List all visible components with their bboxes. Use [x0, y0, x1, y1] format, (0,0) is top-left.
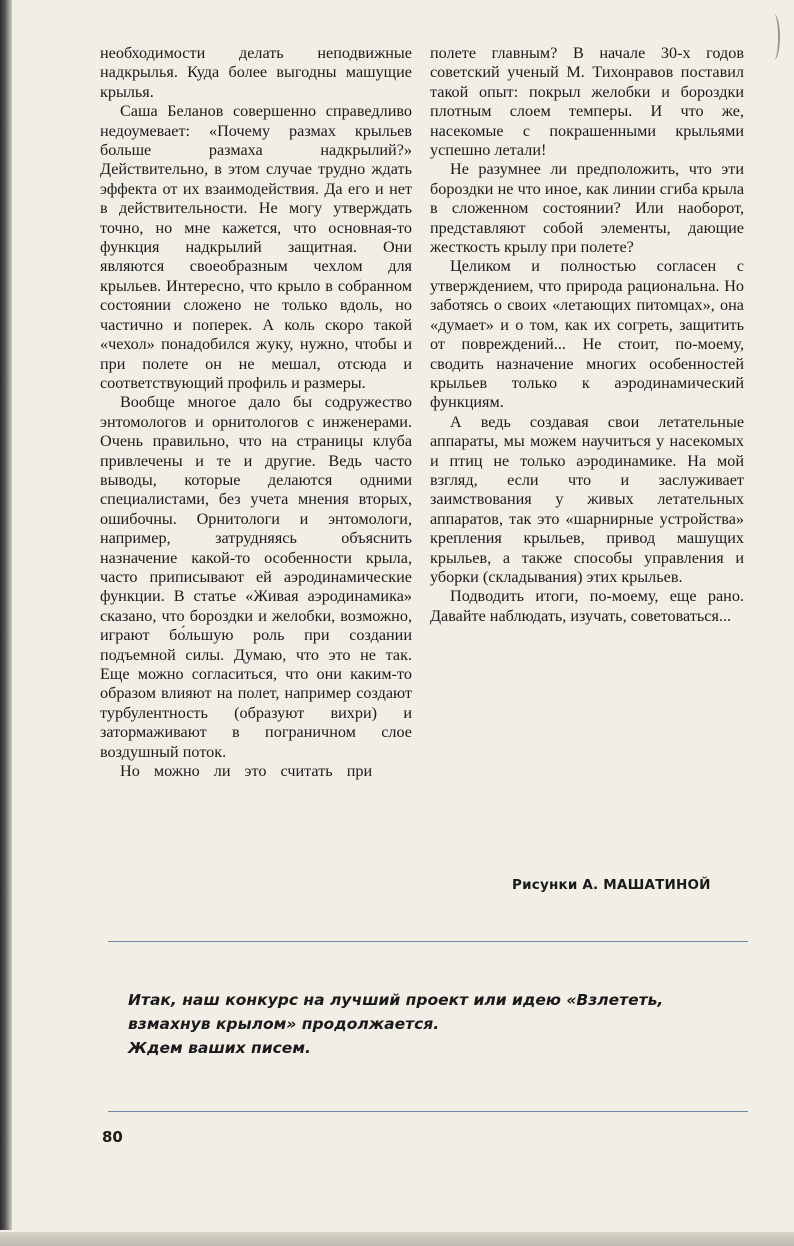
divider-top [108, 941, 748, 942]
paragraph: Целиком и полностью согласен с утверждением, что природа рациональна. Но заботясь о своих «летающих питомцах», она «думает» и о том, как их согреть, защитить от повреждений... Не стоит, по-моему, сводить назначение многих особенностей крыльев только к аэродинамический функциям. [430, 257, 744, 412]
page-number: 80 [102, 1128, 123, 1146]
paper-tear-mark [768, 14, 780, 60]
announcement-closing: Ждем ваших писем. [128, 1039, 311, 1057]
paragraph: Саша Беланов совершенно справедливо недоумевает: «Почему размах крыльев больше размаха надкрылий?» Действительно, в этом случае трудно ждать эффекта от их взаимодействия. Да его и нет в действительности. Не могу утверждать точно, но мне кажется, что основная-то функция надкрылий защитная. Они являются своеобразным чехлом для крыльев. Интересно, что крыло в собранном состоянии сложено не только вдоль, но частично и поперек. А коль скоро такой «чехол» понадобился жуку, нужно, чтобы и при полете он не мешал, отсюда и соответствующий профиль и размеры. [100, 102, 412, 392]
paragraph: Вообще многое дало бы содружество энтомологов и орнитологов с инженерами. Очень правильно, что на страницы клуба привлечены и те и другие. Ведь часто выводы, которые делаются одними специалистами, без учета мнения вторых, ошибочны. Орнитологи и энтомологи, например, затрудняясь объяснить назначение какой-то особенности крыла, часто приписывают ей аэродинамические функции. В статье «Живая аэродинамика» сказано, что бороздки и желобки, возможно, играют бо́льшую роль при создании подъемной силы. Думаю, что это не так. Еще можно согласиться, что они каким-то образом влияют на полет, например создают турбулентность (образуют вихри) и затормаживают в пограничном слое воздушный поток. [100, 393, 412, 761]
paragraph: А ведь создавая свои летательные аппараты, мы можем научиться у насекомых и птиц не только аэродинамике. На мой взгляд, если что и заслуживает заимствования у живых летательных аппаратов, так это «шарнирные устройства» крепления крыльев, привод машущих крыльев, а также способы управления и уборки (складывания) этих крыльев. [430, 412, 744, 586]
paragraph: Не разумнее ли предположить, что эти бороздки не что иное, как линии сгиба крыла в сложенном состоянии? Или наоборот, представляют собой элементы, дающие жесткость крылу при полете? [430, 160, 744, 257]
article-column-right [430, 44, 744, 626]
article-column-left [100, 44, 412, 781]
paragraph: Подводить итоги, по-моему, еще рано. Давайте наблюдать, изучать, советоваться... [430, 587, 744, 625]
divider-bottom [108, 1111, 748, 1112]
page-binding-edge [0, 0, 12, 1230]
paragraph: Но можно ли это считать при [120, 762, 373, 781]
paragraph: полете главным? В начале 30-х годов советский ученый М. Тихонравов поставил такой опыт: покрыл желобки и бороздки плотным слоем темперы. И что же, насекомые с покрашенными крыльями успешно летали! [430, 44, 744, 160]
illustration-credit: Рисунки А. МАШАТИНОЙ [512, 877, 711, 893]
announcement-text: Итак, наш конкурс на лучший проект или идею «Взлететь, взмахнув крылом» продолжается. [128, 991, 664, 1033]
contest-announcement [128, 988, 750, 1060]
paragraph: необходимости делать неподвижные надкрылья. Куда более выгодны машущие крылья. [100, 44, 412, 101]
page-bottom-edge [0, 1232, 794, 1246]
